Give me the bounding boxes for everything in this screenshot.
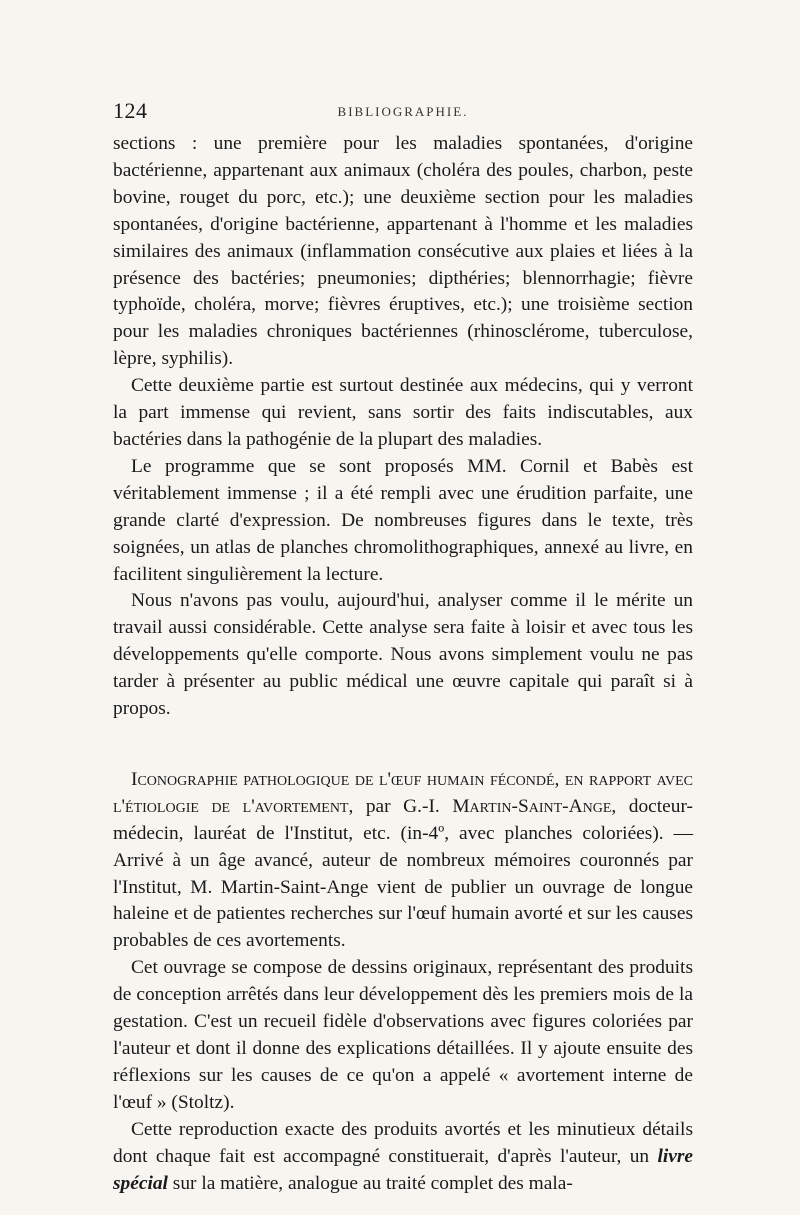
review-author: G.-I. Martin-Saint-Ange,	[403, 795, 617, 817]
text-segment: Cette reproduction exacte des produits avortés et les minutieux détails dont chaque fait est accompagné constituerait, d'après l'auteur, un	[113, 1118, 693, 1167]
text-segment: sur la matière, analogue au traité complet des mala-	[167, 1172, 573, 1194]
running-head: BIBLIOGRAPHIE.	[337, 104, 469, 119]
paragraph: Cet ouvrage se compose de dessins originaux, représentant des produits de conception arrêtés dans leur développement dès les premiers mois de la gestation. C'est un recueil fidèle d'observations avec figures coloriées par l'auteur et dont il donne des explications détaillées. Il y ajoute ensuite des réflexions sur les causes de ce qu'on a appelé « avortement interne de l'œuf » (Stoltz).	[113, 957, 693, 1113]
paragraph: Cette deuxième partie est surtout destinée aux médecins, qui y verront la part immense qui revient, sans sortir des faits indiscutables, aux bactéries dans la pathogénie de la plupart des maladies.	[113, 375, 693, 450]
page-header	[113, 98, 693, 128]
paragraph-last	[113, 1117, 693, 1198]
paragraph: Le programme que se sont proposés MM. Cornil et Babès est véritablement immense ; il a été rempli avec une érudition parfaite, une grande clarté d'expression. De nombreuses figures dans le texte, très soignées, un atlas de planches chromolithographiques, annexé au livre, en facilitent singulièrement la lecture.	[113, 455, 693, 585]
italic-phrase: livre spécial	[113, 1145, 693, 1194]
section-gap	[113, 723, 693, 767]
review-title: Iconographie pathologique de l'œuf humain fécondé, en rapport avec l'étiologie de l'avortement,	[113, 768, 693, 817]
paragraph: sections : une première pour les maladies spontanées, d'origine bactérienne, appartenant aux animaux (choléra des poules, charbon, peste bovine, rouget du porc, etc.); une deuxième section pour les maladies spontanées, d'origine bactérienne, appartenant à l'homme et les maladies similaires des animaux (inflammation consécutive aux plaies et liées à la présence des bactéries; pneumonies; dipthéries; blennorrhagie; fièvre typhoïde, choléra, morve; fièvres éruptives, etc.); une troisième section pour les maladies chroniques bactériennes (rhinosclérome, tuberculose, lèpre, syphilis).	[113, 133, 693, 370]
review-entry	[113, 767, 693, 955]
paragraph: Nous n'avons pas voulu, aujourd'hui, analyser comme il le mérite un travail aussi considérable. Cette analyse sera faite à loisir et avec tous les développements qu'elle comporte. Nous avons simplement voulu ne pas tarder à présenter au public médical une œuvre capitale qui paraît si à propos.	[113, 590, 693, 720]
page-body	[113, 131, 693, 1197]
review-text: docteur-médecin, lauréat de l'Institut, etc. (in-4º, avec planches coloriées). — Arrivé à un âge avancé, auteur de nombreux mémoires couronnés par l'Institut, M. Martin-Saint-Ange vient de publier un ouvrage de longue haleine et de patientes recherches sur l'œuf humain avorté et sur les causes probables de ces avortements.	[113, 795, 693, 952]
review-by: par	[353, 795, 404, 817]
page-number: 124	[113, 98, 148, 123]
